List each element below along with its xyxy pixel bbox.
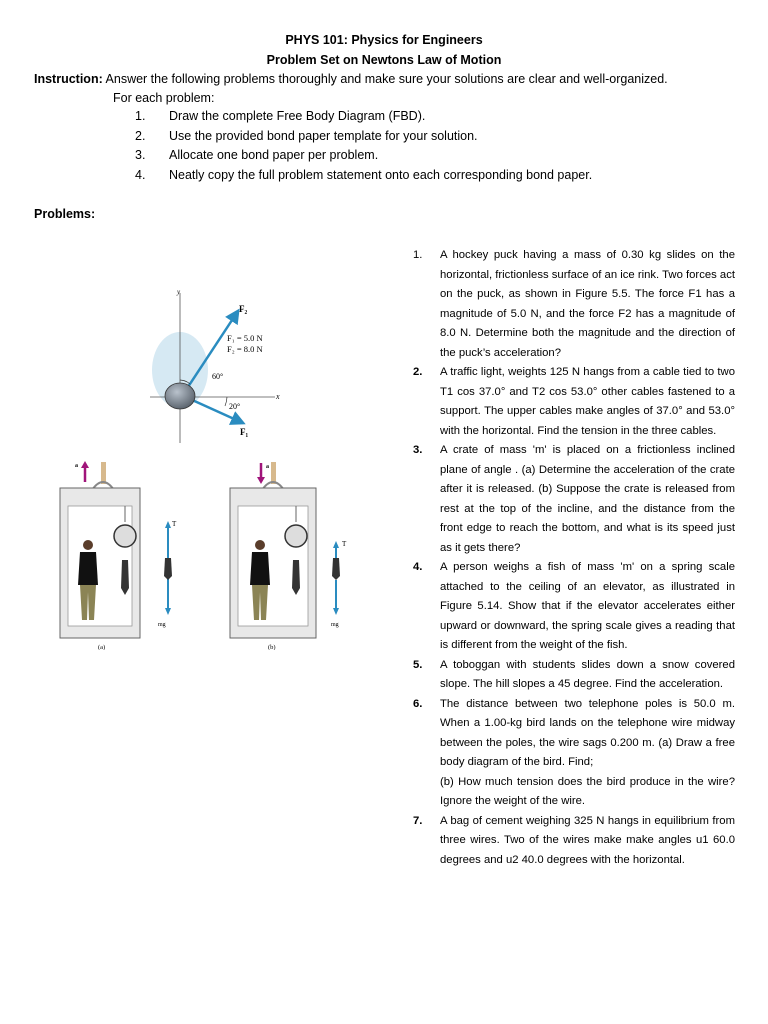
fish-fbd <box>164 558 172 580</box>
elevator-figure-b <box>228 460 358 650</box>
problem-text: A toboggan with students slides down a snow covered slope. The hill slopes a 45 degree. Find the acceleration. <box>440 658 735 690</box>
instruction-steps <box>113 109 592 187</box>
step-text: Use the provided bond paper template for your solution. <box>169 128 478 143</box>
problem-item <box>413 656 735 695</box>
step-number: 3. <box>135 148 146 162</box>
for-each-label: For each problem: <box>113 91 215 105</box>
spring-scale <box>114 525 136 547</box>
angle-arc-20 <box>225 397 227 406</box>
acceleration-arrowhead <box>257 477 265 484</box>
step-number: 4. <box>135 167 146 182</box>
y-axis-label: y <box>177 288 181 296</box>
acceleration-arrowhead <box>81 461 89 468</box>
problem-text: The distance between two telephone poles is 50.0 m. When a 1.00-kg bird lands on the telephone wire midway between the poles, the wire sags 0.200 m. (a) Draw a free body diagram of the bird. Find; <box>440 697 735 768</box>
fish <box>121 560 129 595</box>
problem-item <box>413 246 735 363</box>
problem-number: 4. <box>413 561 423 573</box>
step-item <box>113 109 592 129</box>
angle-60-label: 60° <box>212 372 224 381</box>
instruction-label: Instruction: <box>34 72 103 86</box>
weight-arrowhead <box>165 608 171 615</box>
problem-text-container <box>440 695 735 812</box>
problem-number: 2. <box>413 366 423 378</box>
step-item <box>113 148 592 168</box>
puck <box>165 383 195 409</box>
elevator-figure-a <box>58 460 188 650</box>
hanging-cable <box>101 462 106 484</box>
problem-item <box>413 363 735 441</box>
problem-item <box>413 558 735 656</box>
problem-text: A traffic light, weights 125 N hangs from a cable tied to two T1 cos 37.0° and T2 cos 53.0° other cables fastened to a support. The upper cables make angles of 37.0° and 53.0° with the horizontal. Find the tension in the three cables. <box>440 366 735 437</box>
f1-label: F₁ <box>240 427 249 437</box>
person-head <box>255 540 265 550</box>
course-title: PHYS 101: Physics for Engineers <box>285 33 483 47</box>
weight-arrowhead <box>333 608 339 615</box>
problem-number: 3. <box>413 444 423 456</box>
problem-item <box>413 812 735 871</box>
tension-label: T <box>172 520 177 528</box>
person-head <box>83 540 93 550</box>
problem-text-part-b: (b) How much tension does the bird produce in the wire? Ignore the weight of the wire. <box>440 775 735 807</box>
problem-number: 1. <box>413 249 423 261</box>
problems-heading: Problems: <box>34 207 96 221</box>
step-text: Neatly copy the full problem statement onto each corresponding bond paper. <box>169 167 593 182</box>
problem-item <box>413 441 735 558</box>
acceleration-label: a <box>75 463 78 469</box>
caption-b: (b) <box>268 644 276 650</box>
problem-list <box>413 246 735 870</box>
problem-number: 7. <box>413 814 423 827</box>
problem-text: A crate of mass 'm' is placed on a frictionless inclined plane of angle . (a) Determine the acceleration of the crate after it is released. (b) Suppose the crate is released from rest at the top of the incline, and the distance from the front edge to reach the bottom, and what is its speed just as it gets there? <box>440 444 735 554</box>
step-number: 2. <box>135 128 146 143</box>
step-text: Draw the complete Free Body Diagram (FBD). <box>169 109 426 123</box>
step-item <box>113 168 592 188</box>
f2-value: F₂ = 8.0 N <box>227 344 263 354</box>
fish-fbd <box>332 558 340 580</box>
person-body <box>250 552 270 585</box>
hanging-cable <box>271 462 276 484</box>
f1-value: F₁ = 5.0 N <box>227 333 263 343</box>
fish <box>292 560 300 595</box>
problem-number: 6. <box>413 697 423 710</box>
angle-20-label: 20° <box>229 402 241 411</box>
problem-number: 5. <box>413 658 423 671</box>
caption-a: (a) <box>98 644 106 650</box>
f2-label: F₂ <box>239 304 248 314</box>
x-axis-label: x <box>276 392 280 401</box>
person-body <box>78 552 98 585</box>
step-item <box>113 129 592 149</box>
problem-text: A person weighs a fish of mass 'm' on a spring scale attached to the ceiling of an elevator, as illustrated in Figure 5.14. Show that if the elevator accelerates either upward or downward, the spring scale gives a reading that is different from the weight of the fish. <box>440 561 735 651</box>
hockey-puck-figure <box>150 285 295 445</box>
weight-label: mg <box>158 622 166 628</box>
problem-text: A hockey puck having a mass of 0.30 kg slides on the horizontal, frictionless surface of an ice rink. Two forces act on the puck, as shown in Figure 5.5. The force F1 has a magnitude of 5.0 N, and the force F2 has a magnitude of 8.0 N. Determine both the magnitude and the direction of the puck’s acceleration? <box>440 249 735 359</box>
tension-arrowhead <box>333 541 339 548</box>
spring-scale <box>285 525 307 547</box>
problem-item <box>413 695 735 812</box>
acceleration-label: a <box>266 464 269 470</box>
problem-text: A bag of cement weighing 325 N hangs in equilibrium from three wires. Two of the wires make make angles u1 60.0 degrees and u2 40.0 degrees with the horizontal. <box>440 814 735 866</box>
tension-arrowhead <box>165 521 171 528</box>
step-text: Allocate one bond paper per problem. <box>169 148 379 162</box>
instruction-text: Answer the following problems thoroughly and make sure your solutions are clear and well-organized. <box>102 72 668 86</box>
tension-label: T <box>342 540 347 548</box>
weight-label: mg <box>331 622 339 628</box>
step-number: 1. <box>135 109 146 123</box>
problem-set-title: Problem Set on Newtons Law of Motion <box>266 53 502 67</box>
instruction <box>34 72 668 86</box>
